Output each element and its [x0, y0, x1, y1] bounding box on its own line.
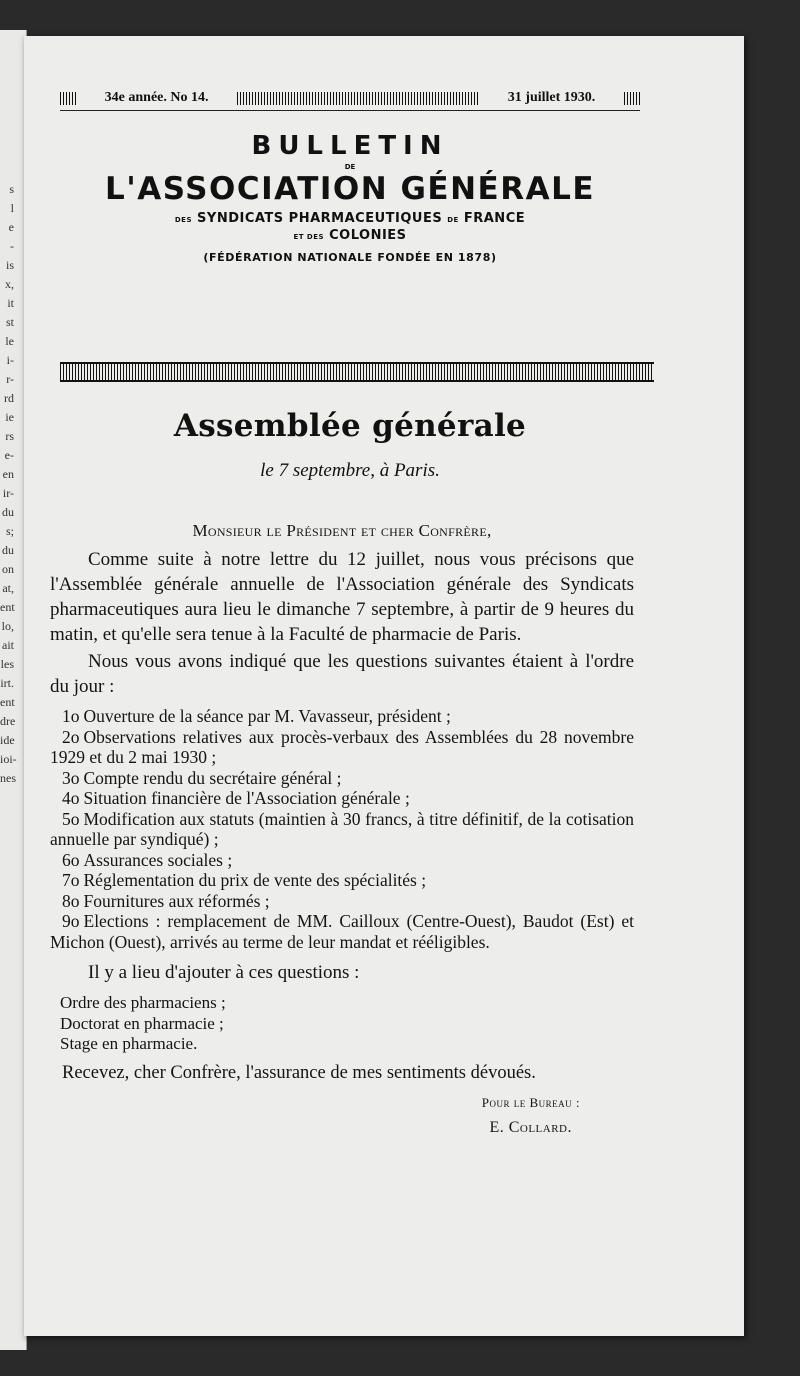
fragment: rd: [4, 391, 14, 405]
fragment: -: [10, 239, 14, 253]
masthead-colonies-text: COLONIES: [329, 228, 407, 243]
fragment: l: [10, 201, 14, 215]
paragraph: Nous vous avons indiqué que les questions suivantes étaient à l'ordre du jour :: [50, 651, 634, 697]
masthead-bulletin: BULLETIN: [251, 131, 449, 161]
agenda-text: Compte rendu du secrétaire général ;: [83, 767, 342, 788]
fragment: s: [9, 182, 14, 196]
agenda-item: [50, 891, 634, 912]
fragment: is: [5, 258, 14, 272]
agenda-text: Réglementation du prix de vente des spécialités ;: [83, 870, 427, 890]
fragment: e-: [4, 448, 14, 462]
agenda-item: [50, 850, 634, 871]
agenda-number: 9o: [62, 911, 80, 931]
decorative-band: [60, 362, 654, 382]
agenda-text: Modification aux statuts (maintien à 30 francs, à titre définitif, de la cotisation annuelle par syndiqué) ;: [50, 808, 634, 849]
small-word: DES: [174, 216, 193, 224]
issue-header: [60, 86, 640, 111]
masthead-association: L'ASSOCIATION GÉNÉRALE: [104, 171, 596, 207]
agenda-number: 1o: [62, 706, 80, 726]
agenda-list: [50, 706, 634, 952]
fragment: le: [5, 334, 14, 348]
fragment: du: [2, 505, 14, 519]
addition-item: Stage en pharmacie.: [60, 1034, 198, 1053]
salutation: Monsieur le Président et cher Confrère,: [192, 521, 492, 540]
fragment: ent: [0, 695, 15, 709]
fragment: dre: [0, 714, 16, 728]
fragment: ie: [5, 410, 14, 424]
document-page: [24, 36, 744, 1336]
fragment: on: [2, 562, 14, 576]
article-body: [50, 518, 634, 1140]
masthead-federation: (FÉDÉRATION NATIONALE FONDÉE EN 1878): [203, 251, 497, 264]
masthead-france: FRANCE: [463, 211, 526, 226]
fragment: en: [2, 467, 14, 481]
fragment: ioi-: [0, 752, 17, 766]
fragment: x,: [5, 277, 14, 291]
paragraph: Il y a lieu d'ajouter à ces questions :: [88, 962, 360, 983]
fragment: at,: [2, 581, 14, 595]
addition-item: Doctorat en pharmacie ;: [60, 1013, 224, 1033]
closing: Recevez, cher Confrère, l'assurance de mes sentiments dévoués.: [62, 1062, 536, 1083]
additions-list: [50, 993, 634, 1055]
left-page-fragments: [0, 180, 17, 788]
fragment: it: [7, 296, 14, 310]
fragment: nes: [0, 771, 16, 785]
rule-ornament: [237, 92, 479, 105]
masthead-colonies: [48, 228, 652, 243]
agenda-number: 7o: [62, 870, 80, 890]
article-subtitle: le 7 septembre, à Paris.: [260, 460, 440, 481]
agenda-text: Observations relatives aux procès-verbaux des Assemblées du 28 novembre 1929 et du 2 mai 1930 ;: [50, 726, 634, 767]
fragment: ent: [0, 600, 15, 614]
fragment: ait: [2, 638, 14, 652]
agenda-item: [50, 870, 634, 891]
rule-ornament: [60, 92, 76, 105]
fragment: du: [2, 543, 14, 557]
fragment: rs: [5, 429, 14, 443]
agenda-item: [50, 809, 634, 850]
addition-item: Ordre des pharmaciens ;: [60, 993, 226, 1012]
fragment: e: [8, 220, 14, 234]
fragment: r-: [6, 372, 14, 386]
agenda-item: [50, 727, 634, 768]
fragment: ide: [0, 733, 15, 747]
issue-number: 34e année. No 14.: [104, 90, 209, 105]
agenda-text: Elections : remplacement de MM. Cailloux (Centre-Ouest), Baudot (Est) et Michon (Ouest), arrivés au terme de leur mandat et rééligibles.: [50, 911, 634, 952]
paragraph: Comme suite à notre lettre du 12 juillet, nous vous précisons que l'Assemblée générale annuelle de l'Association générale des Syndicats pharmaceutiques aura lieu le dimanche 7 septembre, à partir de 9 heures du matin, et qu'elle sera tenue à la Faculté de pharmacie de Paris.: [50, 549, 634, 645]
fragment: i-: [6, 353, 14, 367]
agenda-number: 8o: [62, 890, 80, 911]
agenda-text: Assurances sociales ;: [83, 849, 233, 870]
left-page-edge: [0, 30, 27, 1350]
fragment: ir-: [2, 486, 14, 500]
masthead-syndicats-text: SYNDICATS PHARMACEUTIQUES: [197, 211, 443, 226]
agenda-item: [50, 788, 634, 809]
agenda-text: Fournitures aux réformés ;: [83, 890, 270, 911]
masthead-de: DE: [344, 163, 356, 171]
article-title: Assemblée générale: [173, 408, 527, 444]
issue-date: 31 juillet 1930.: [507, 90, 596, 105]
agenda-item: [50, 911, 634, 952]
agenda-item: [50, 706, 634, 727]
fragment: lo,: [1, 619, 14, 633]
agenda-text: Situation financière de l'Association générale ;: [83, 788, 410, 808]
masthead-syndicats: [48, 211, 652, 226]
small-word: ET DES: [293, 233, 325, 241]
agenda-item: [50, 768, 634, 789]
agenda-number: 6o: [62, 849, 80, 870]
fragment: les: [0, 657, 14, 671]
agenda-number: 4o: [62, 788, 80, 808]
fragment: irt.: [0, 676, 14, 690]
fragment: s;: [5, 524, 14, 538]
agenda-number: 3o: [62, 767, 80, 788]
fragment: st: [5, 315, 14, 329]
masthead: [48, 131, 652, 264]
agenda-number: 2o: [62, 726, 80, 747]
rule-ornament: [624, 92, 640, 105]
small-word: DE: [447, 216, 459, 224]
signature-label: Pour le Bureau :: [481, 1094, 580, 1110]
signature-name: E. Collard.: [489, 1118, 572, 1136]
agenda-number: 5o: [62, 808, 80, 829]
agenda-text: Ouverture de la séance par M. Vavasseur, président ;: [83, 706, 451, 726]
